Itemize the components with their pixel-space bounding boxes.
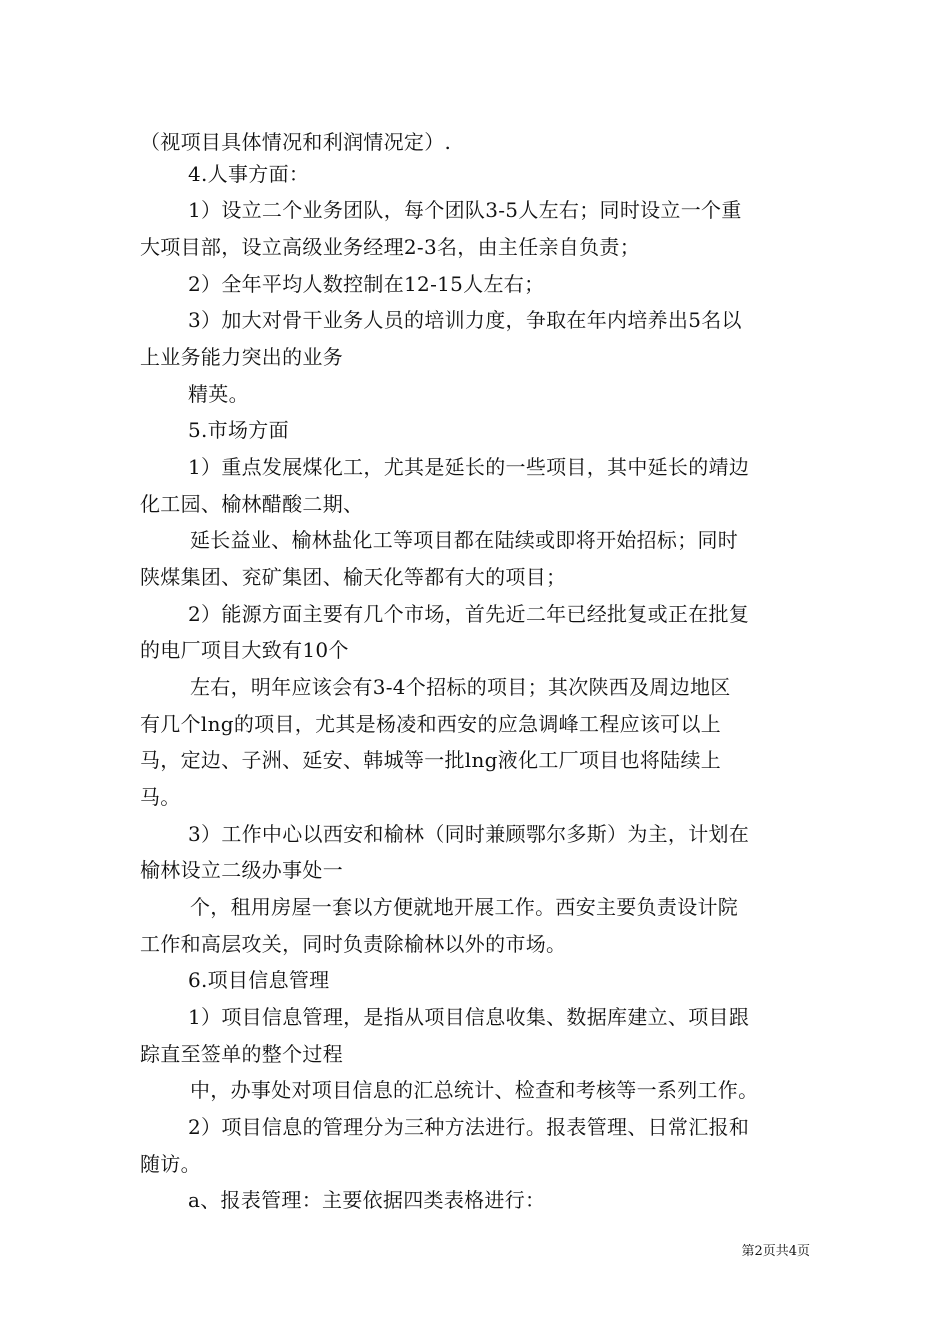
section-heading-personnel: 4.人事方面： xyxy=(188,162,310,186)
text-line: 个，租用房屋一套以方便就地开展工作。西安主要负责设计院 xyxy=(190,895,739,919)
text-line: 有几个lng的项目，尤其是杨凌和西安的应急调峰工程应该可以上 xyxy=(140,712,722,736)
text-line: 延长益业、榆林盐化工等项目都在陆续或即将开始招标；同时 xyxy=(190,528,739,552)
text-line: 精英。 xyxy=(188,382,249,406)
text-line: 榆林设立二级办事处一 xyxy=(140,858,343,882)
text-line: 1）设立二个业务团队，每个团队3-5人左右；同时设立一个重 xyxy=(188,198,742,222)
text-line: 2）全年平均人数控制在12-15人左右； xyxy=(188,272,545,296)
text-line: 的电厂项目大致有10个 xyxy=(140,638,349,662)
text-line: （视项目具体情况和利润情况定）. xyxy=(140,130,452,154)
text-line: 工作和高层攻关，同时负责除榆林以外的市场。 xyxy=(140,932,567,956)
text-line: 化工园、榆林醋酸二期、 xyxy=(140,492,364,516)
text-line: 2）能源方面主要有几个市场，首先近二年已经批复或正在批复 xyxy=(188,602,750,626)
text-line: 3）工作中心以西安和榆林（同时兼顾鄂尔多斯）为主，计划在 xyxy=(188,822,750,846)
text-line: 大项目部，设立高级业务经理2-3名，由主任亲自负责； xyxy=(140,235,641,259)
text-line: 踪直至签单的整个过程 xyxy=(140,1042,343,1066)
text-line: 3）加大对骨干业务人员的培训力度，争取在年内培养出5名以 xyxy=(188,308,742,332)
text-line: 1）项目信息管理，是指从项目信息收集、数据库建立、项目跟 xyxy=(188,1005,750,1029)
text-line: 随访。 xyxy=(140,1152,201,1176)
text-line: 上业务能力突出的业务 xyxy=(140,345,343,369)
text-line: 2）项目信息的管理分为三种方法进行。报表管理、日常汇报和 xyxy=(188,1115,750,1139)
text-line: 马。 xyxy=(140,785,181,809)
text-line: 中，办事处对项目信息的汇总统计、检查和考核等一系列工作。 xyxy=(190,1078,759,1102)
section-heading-project-info: 6.项目信息管理 xyxy=(188,968,330,992)
text-line: 1）重点发展煤化工，尤其是延长的一些项目，其中延长的靖边 xyxy=(188,455,750,479)
page-number-footer: 第2页共4页 xyxy=(741,1244,810,1259)
text-line: a、报表管理：主要依据四类表格进行： xyxy=(188,1188,546,1212)
section-heading-market: 5.市场方面 xyxy=(188,418,289,442)
text-line: 陕煤集团、兖矿集团、榆天化等都有大的项目； xyxy=(140,565,567,589)
text-line: 马，定边、子洲、延安、韩城等一批lng液化工厂项目也将陆续上 xyxy=(140,748,722,772)
text-line: 左右，明年应该会有3-4个招标的项目；其次陕西及周边地区 xyxy=(190,675,731,699)
